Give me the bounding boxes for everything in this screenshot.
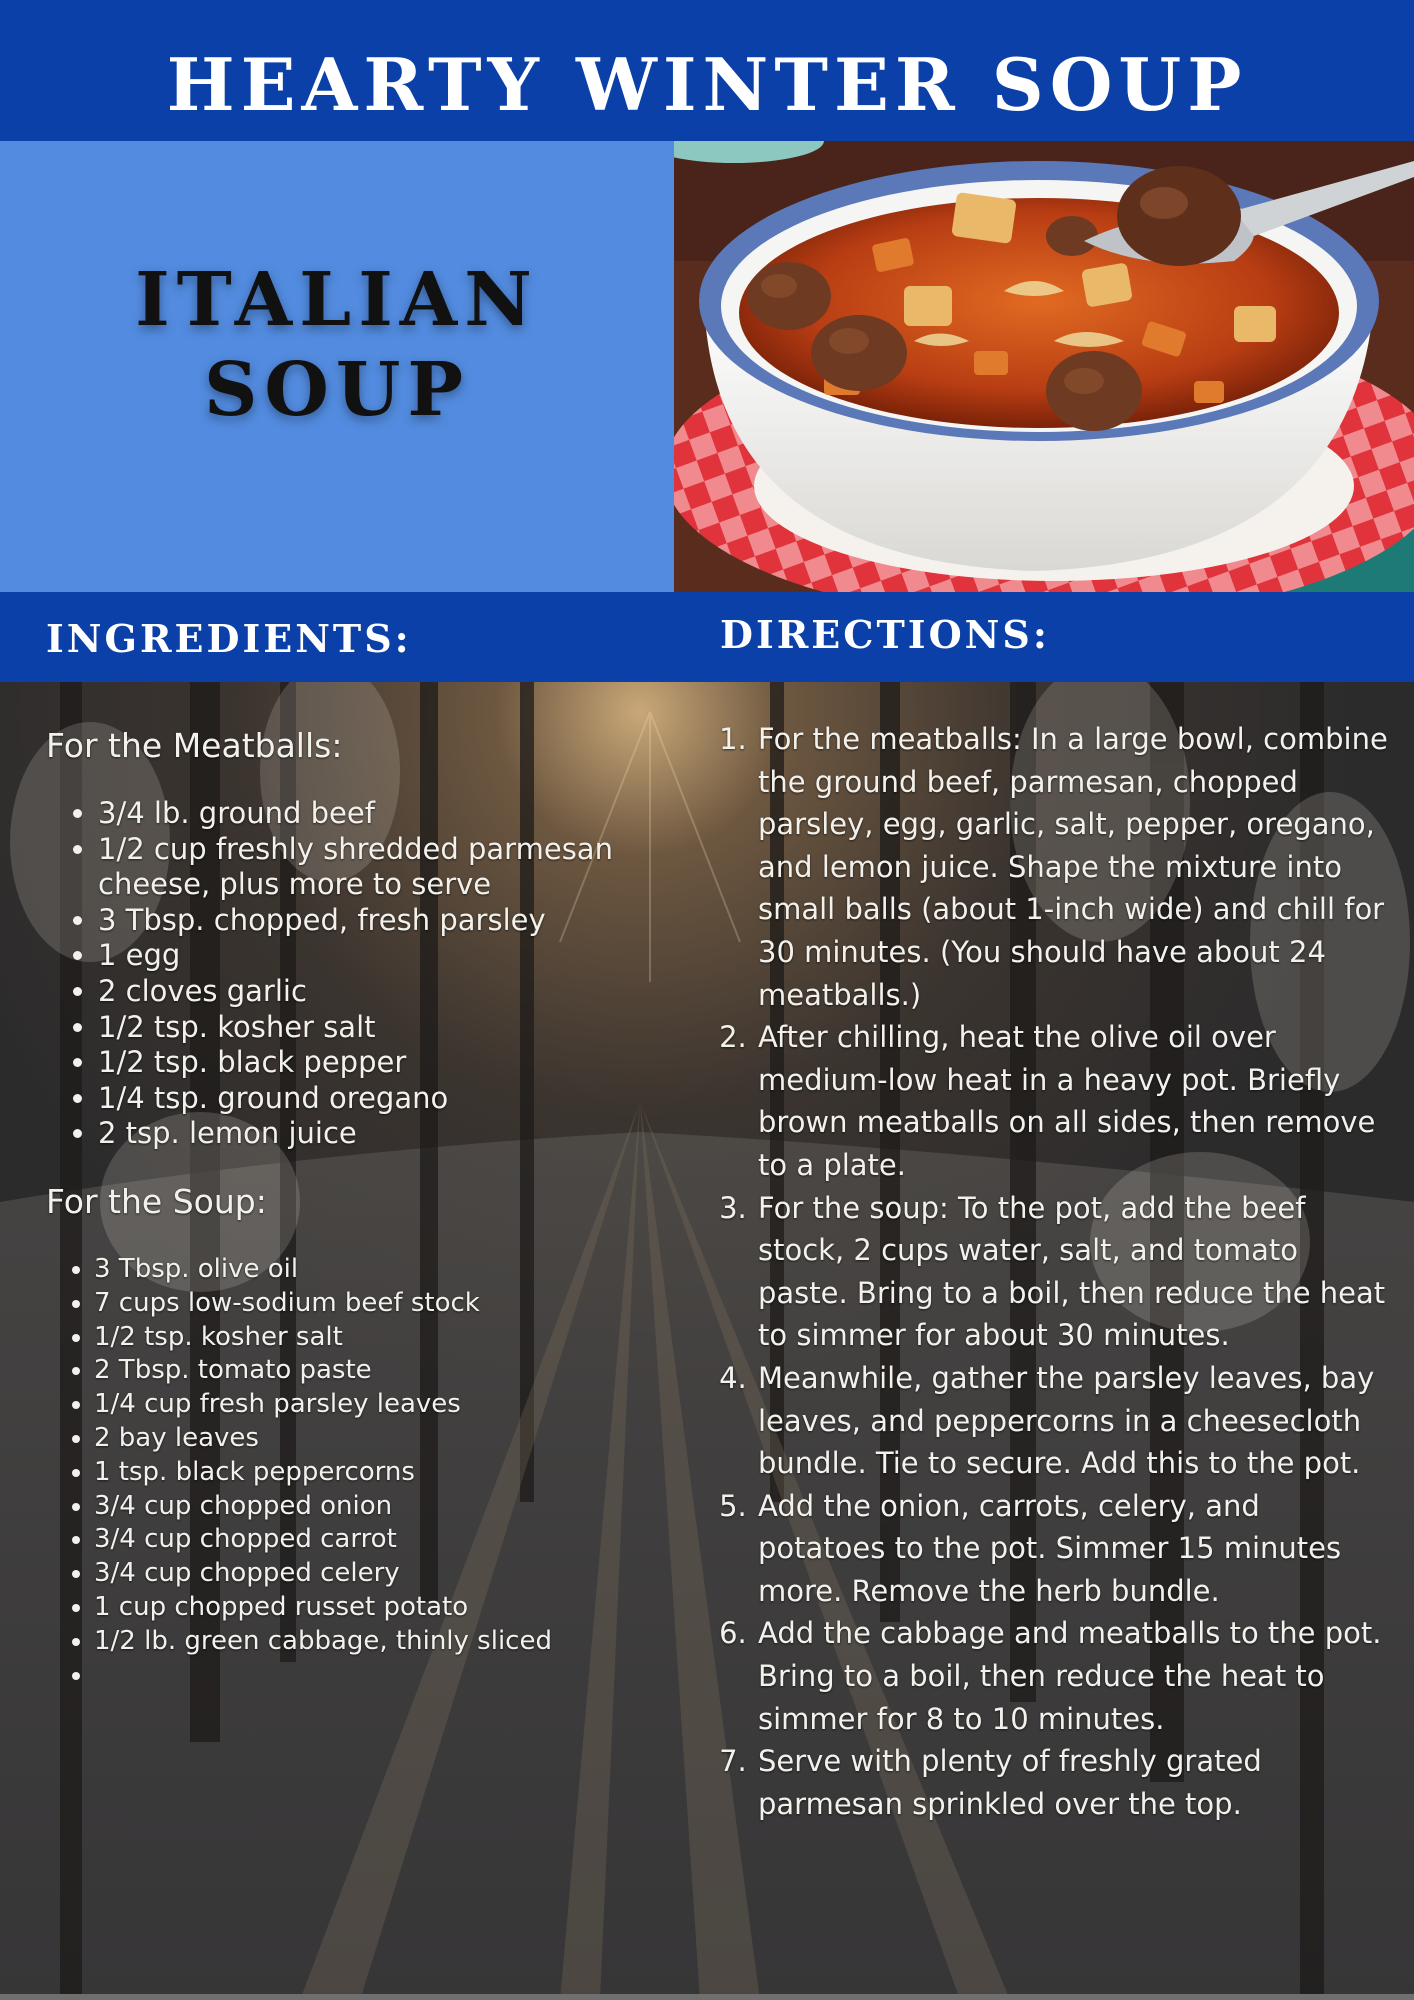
recipe-name-line-2: SOUP xyxy=(203,347,471,433)
list-item: • 1/2 lb. green cabbage, thinly sliced xyxy=(94,1625,552,1659)
list-item: • 3 Tbsp. chopped, fresh parsley xyxy=(98,903,638,939)
list-item: • 1 egg xyxy=(98,938,638,974)
list-item: • 2 bay leaves xyxy=(94,1422,552,1456)
list-item: • 1 cup chopped russet potato xyxy=(94,1591,552,1625)
list-item: • 1/2 tsp. black pepper xyxy=(98,1045,638,1081)
recipe-name-line-1: ITALIAN xyxy=(135,257,539,343)
directions-heading: DIRECTIONS: xyxy=(720,612,1050,657)
soup-ingredient-list xyxy=(44,1253,552,1692)
soup-subheading: For the Soup: xyxy=(46,1182,267,1221)
list-item: • 3/4 cup chopped onion xyxy=(94,1490,552,1524)
direction-step: 5. Add the onion, carrots, celery, and potatoes to the pot. Simmer 15 minutes more. Remove the herb bundle. xyxy=(756,1485,1396,1613)
bottom-border xyxy=(0,1994,1414,2000)
directions-list xyxy=(720,718,1396,1825)
page-title: HEARTY WINTER SOUP xyxy=(166,42,1248,127)
list-item: • 1/2 tsp. kosher salt xyxy=(94,1321,552,1355)
direction-step: 3. For the soup: To the pot, add the beef stock, 2 cups water, salt, and tomato paste. Bring to a boil, then reduce the heat to simmer for about 30 minutes. xyxy=(756,1187,1396,1357)
direction-step: 4. Meanwhile, gather the parsley leaves, bay leaves, and peppercorns in a cheesecloth bundle. Tie to secure. Add this to the pot. xyxy=(756,1357,1396,1485)
list-item: • 3/4 cup chopped carrot xyxy=(94,1523,552,1557)
list-item: • 1/2 tsp. kosher salt xyxy=(98,1010,638,1046)
list-item: • 3 Tbsp. olive oil xyxy=(94,1253,552,1287)
list-item: • 1 tsp. black peppercorns xyxy=(94,1456,552,1490)
list-item: • 2 cloves garlic xyxy=(98,974,638,1010)
soup-photo xyxy=(674,141,1414,592)
direction-step: 7. Serve with plenty of freshly grated parmesan sprinkled over the top. xyxy=(756,1740,1396,1825)
meatballs-subheading: For the Meatballs: xyxy=(46,726,343,765)
meatballs-ingredient-list xyxy=(48,796,638,1152)
direction-step: 1. For the meatballs: In a large bowl, combine the ground beef, parmesan, chopped parsley, egg, garlic, salt, pepper, oregano, and lemon juice. Shape the mixture into small balls (about 1-inch wide) and chill for 30 minutes. (You should have about 24 meatballs.) xyxy=(756,718,1396,1016)
list-item: • 2 tsp. lemon juice xyxy=(98,1116,638,1152)
list-item: • 7 cups low-sodium beef stock xyxy=(94,1287,552,1321)
list-item: • 3/4 cup chopped celery xyxy=(94,1557,552,1591)
direction-step: 6. Add the cabbage and meatballs to the pot. Bring to a boil, then reduce the heat to simmer for 8 to 10 minutes. xyxy=(756,1612,1396,1740)
list-item: • 3/4 lb. ground beef xyxy=(98,796,638,832)
list-item xyxy=(94,1659,552,1693)
list-item: • 1/4 cup fresh parsley leaves xyxy=(94,1388,552,1422)
list-item: • 1/2 cup freshly shredded parmesan cheese, plus more to serve xyxy=(98,832,638,903)
list-item: • 1/4 tsp. ground oregano xyxy=(98,1081,638,1117)
list-item: • 2 Tbsp. tomato paste xyxy=(94,1354,552,1388)
recipe-name xyxy=(0,255,674,435)
ingredients-heading: INGREDIENTS: xyxy=(46,616,412,661)
direction-step: 2. After chilling, heat the olive oil over medium-low heat in a heavy pot. Briefly brown meatballs on all sides, then remove to a plate. xyxy=(756,1016,1396,1186)
